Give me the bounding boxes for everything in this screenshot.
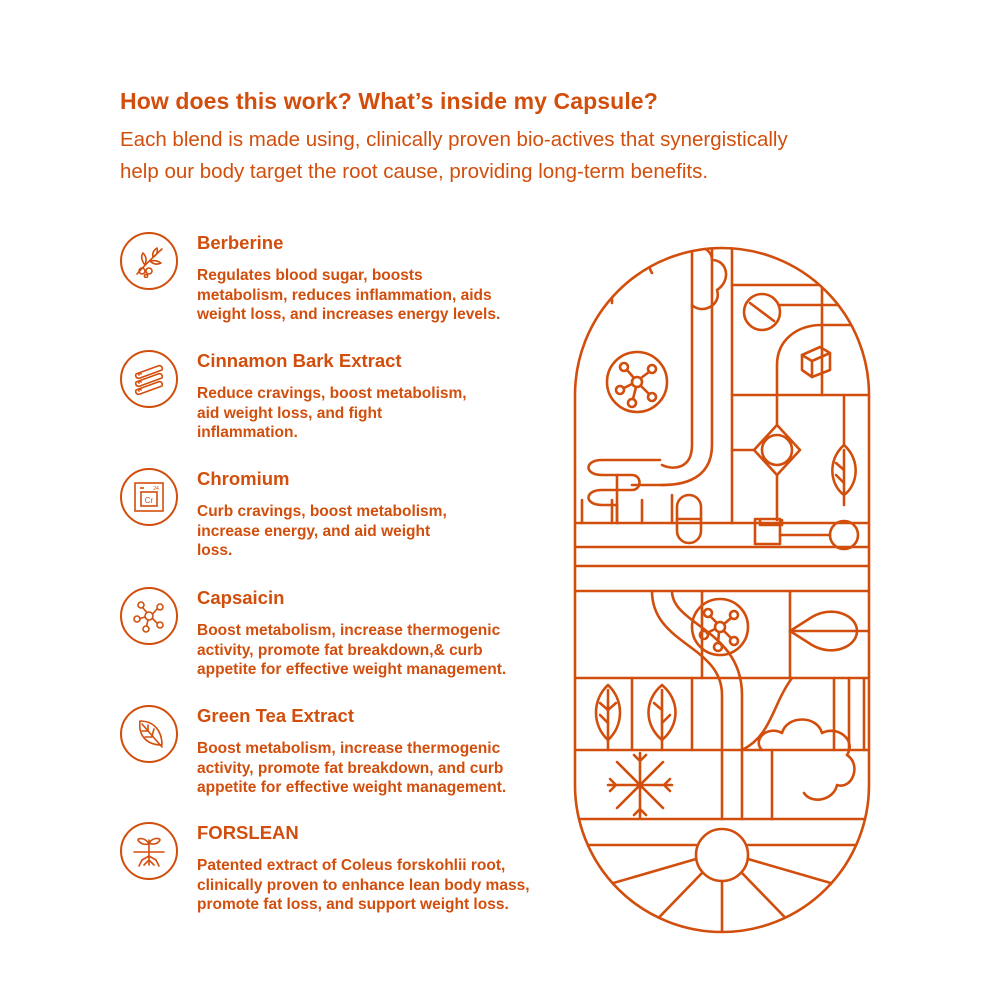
- description-line: inflammation.: [197, 424, 298, 441]
- ingredient-name: Cinnamon Bark Extract: [197, 350, 402, 371]
- ingredient-description: [197, 856, 557, 915]
- ingredient-name: Green Tea Extract: [197, 705, 354, 726]
- description-line: increase energy, and aid weight: [197, 522, 431, 540]
- capsule-illustration: [572, 245, 872, 935]
- periodic-element-icon: [120, 468, 178, 526]
- element-number: 24: [153, 486, 159, 492]
- ingredient-name: Berberine: [197, 232, 284, 253]
- ingredient-name: Chromium: [197, 468, 290, 489]
- description-line: Reduce cravings, boost metabolism,: [197, 385, 467, 402]
- cinnamon-sticks-icon: [120, 350, 178, 408]
- description-line: appetite for effective weight management.: [197, 661, 507, 678]
- ingredient-description: [197, 266, 557, 325]
- ingredient-description: [197, 739, 557, 798]
- description-line: Boost metabolism, increase thermogenic: [197, 740, 501, 757]
- description-line: metabolism, reduces inflammation, aids: [197, 286, 492, 304]
- page-title: How does this work? What’s inside my Capsule?: [120, 88, 658, 114]
- description-line: Boost metabolism, increase thermogenic: [197, 622, 501, 639]
- intro-text: [120, 124, 920, 188]
- ingredient-description: [197, 384, 557, 443]
- element-symbol: Cr: [144, 496, 154, 505]
- leaf-icon: [120, 705, 178, 763]
- berry-branch-icon: [120, 232, 178, 290]
- intro-line-2: help our body target the root cause, providing long-term benefits.: [120, 160, 709, 183]
- description-line: loss.: [197, 542, 233, 559]
- ingredient-description: [197, 502, 557, 561]
- description-line: weight loss, and increases energy levels.: [197, 306, 501, 323]
- description-line: Curb cravings, boost metabolism,: [197, 503, 447, 520]
- description-line: appetite for effective weight management.: [197, 779, 507, 796]
- ingredient-description: [197, 621, 557, 680]
- description-line: activity, promote fat breakdown, and curb: [197, 759, 504, 777]
- ingredient-name: Capsaicin: [197, 587, 285, 608]
- description-line: Patented extract of Coleus forskohlii root,: [197, 857, 506, 874]
- description-line: clinically proven to enhance lean body mass,: [197, 876, 530, 894]
- intro-line-1: Each blend is made using, clinically proven bio-actives that synergistically: [120, 128, 788, 151]
- molecule-icon: [120, 587, 178, 645]
- description-line: activity, promote fat breakdown,& curb: [197, 641, 483, 659]
- ingredient-name: FORSLEAN: [197, 822, 299, 843]
- description-line: promote fat loss, and support weight loss.: [197, 896, 509, 913]
- sprout-root-icon: [120, 822, 178, 880]
- description-line: Regulates blood sugar, boosts: [197, 267, 423, 284]
- description-line: aid weight loss, and fight: [197, 404, 383, 422]
